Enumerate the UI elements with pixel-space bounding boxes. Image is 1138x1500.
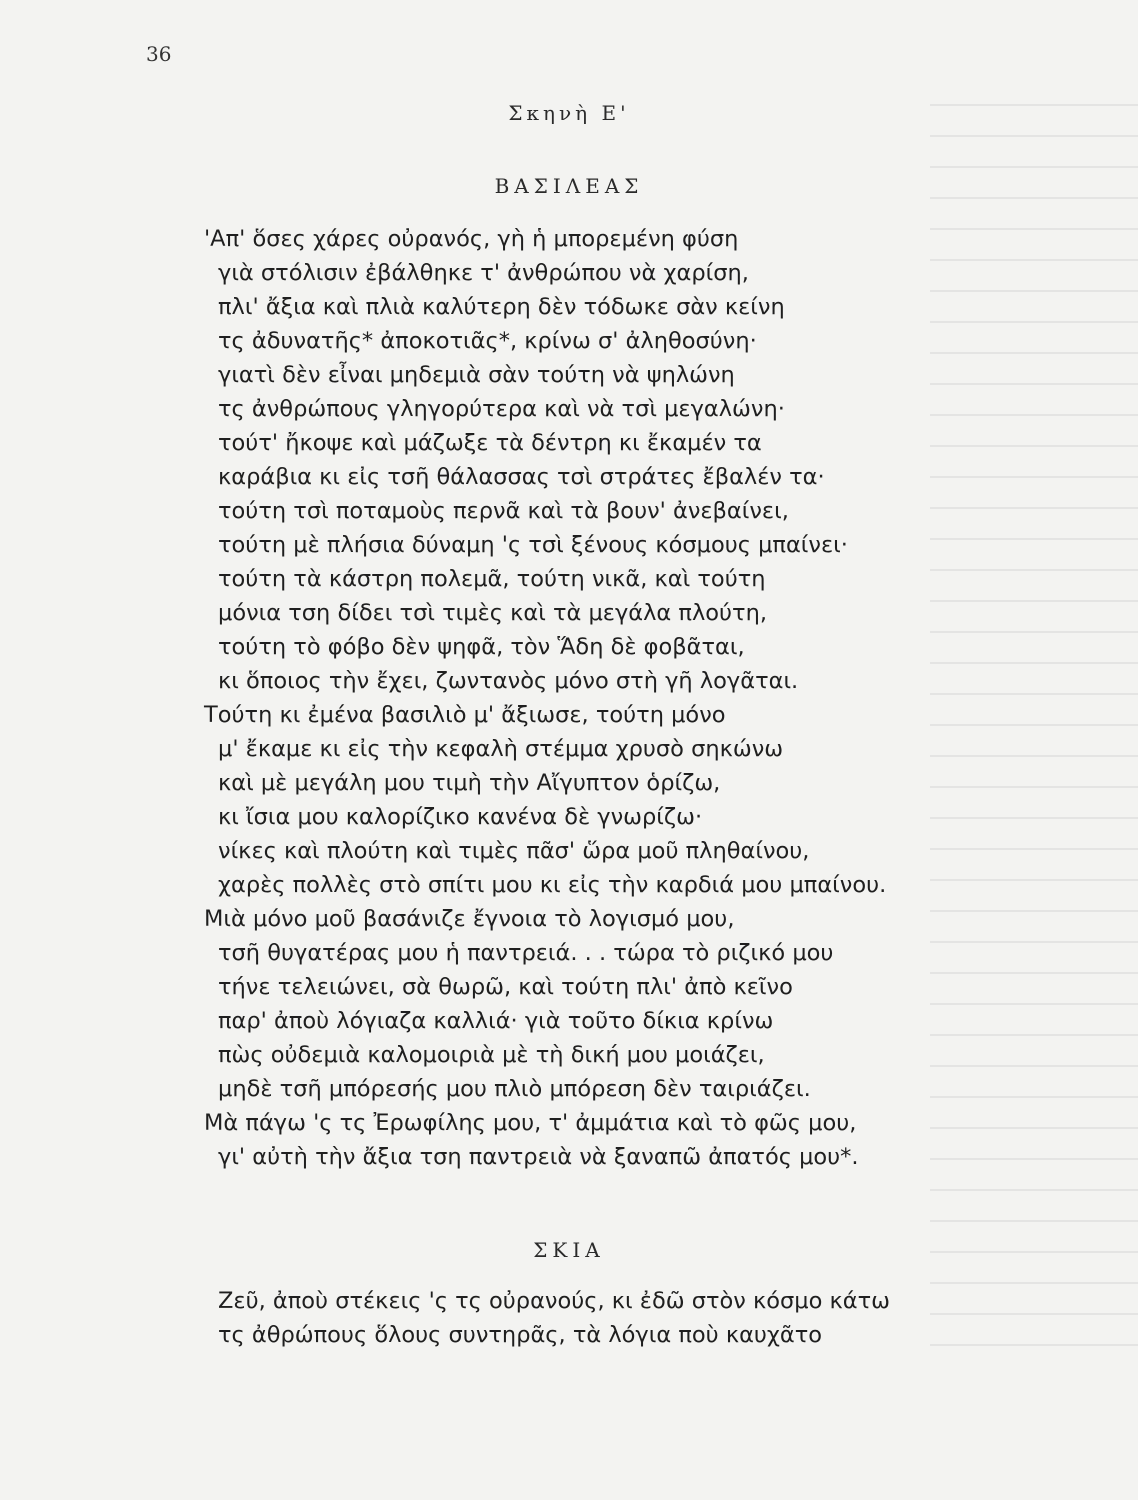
verse-line: χαρὲς πολλὲς στὸ σπίτι μου κι εἰς τὴν καρδιά μου μπαίνου. [218,872,887,898]
verse-line: τούτη τσὶ ποταμοὺς περνᾶ καὶ τὰ βουν' ἀνεβαίνει, [218,498,789,524]
verse-line: τς ἀθρώπους ὅλους συντηρᾶς, τὰ λόγια ποὺ καυχᾶτο [218,1322,823,1348]
verse-line: παρ' ἀποὺ λόγιαζα καλλιά· γιὰ τοῦτο δίκια κρίνω [218,1008,774,1034]
page-number: 36 [146,42,172,66]
verse-line: γιατὶ δὲν εἶναι μηδεμιὰ σὰν τούτη νὰ ψηλώνη [218,362,735,388]
verse-line: Ζεῦ, ἀποὺ στέκεις 'ς τς οὐρανούς, κι ἐδῶ στὸν κόσμο κάτω [218,1288,891,1314]
verse-line: Μιὰ μόνο μοῦ βασάνιζε ἔγνοια τὸ λογισμό μου, [204,906,735,932]
verse-line: κι ὅποιος τὴν ἔχει, ζωντανὸς μόνο στὴ γῆ λογᾶται. [218,668,799,694]
verse-line: καὶ μὲ μεγάλη μου τιμὴ τὴν Αἴγυπτον ὁρίζω, [218,770,721,796]
speaker-name: ΣΚΙΑ [533,1238,605,1262]
verse-line: τήνε τελειώνει, σὰ θωρῶ, καὶ τούτη πλι' ἀπὸ κεῖνο [218,974,793,1000]
verse-line: τσῆ θυγατέρας μου ἡ παντρειά. . . τώρα τὸ ριζικό μου [218,940,834,966]
scene-heading: Σκηνὴ Ε' [508,101,630,125]
verse-line: γιὰ στόλισιν ἐβάλθηκε τ' ἀνθρώπου νὰ χαρίση, [218,260,749,286]
verse-line: καράβια κι εἰς τσῆ θάλασσας τσὶ στράτες ἔβαλέν τα· [218,464,825,490]
verse-line: Μὰ πάγω 'ς τς Ἐρωφίλης μου, τ' ἀμμάτια καὶ τὸ φῶς μου, [204,1110,857,1136]
verse-line: μόνια τση δίδει τσὶ τιμὲς καὶ τὰ μεγάλα πλούτη, [218,600,768,626]
verse-line: γι' αὐτὴ τὴν ἄξια τση παντρειὰ νὰ ξαναπῶ ἀπατός μου*. [218,1144,859,1170]
verse-line: τούτη τὰ κάστρη πολεμᾶ, τούτη νικᾶ, καὶ τούτη [218,566,766,592]
show-through-text [930,90,1138,1370]
verse-line: τς ἀδυνατῆς* ἀποκοτιᾶς*, κρίνω σ' ἀληθοσύνη· [218,328,757,354]
verse-line: κι ἴσια μου καλορίζικο κανένα δὲ γνωρίζω· [218,804,703,830]
verse-line: μηδὲ τσῆ μπόρεσής μου πλιὸ μπόρεση δὲν ταιριάζει. [218,1076,811,1102]
verse-line: νίκες καὶ πλούτη καὶ τιμὲς πᾶσ' ὥρα μοῦ πληθαίνου, [218,838,810,864]
verse-line: Τούτη κι ἐμένα βασιλιὸ μ' ἄξιωσε, τούτη μόνο [204,702,726,728]
verse-line: πὼς οὐδεμιὰ καλομοιριὰ μὲ τὴ δική μου μοιάζει, [218,1042,765,1068]
verse-line: τούτη τὸ φόβο δὲν ψηφᾶ, τὸν Ἅδη δὲ φοβᾶται, [218,634,745,660]
verse-line: τούτη μὲ πλήσια δύναμη 'ς τσὶ ξένους κόσμους μπαίνει· [218,532,848,558]
verse-line: πλι' ἄξια καὶ πλιὰ καλύτερη δὲν τόδωκε σὰν κείνη [218,294,785,320]
speaker-name: ΒΑΣΙΛΕΑΣ [494,174,644,198]
verse-line: 'Απ' ὅσες χάρες οὐρανός, γὴ ἡ μπορεμένη φύση [204,226,739,252]
verse-line: μ' ἔκαμε κι εἰς τὴν κεφαλὴ στέμμα χρυσὸ σηκώνω [218,736,784,762]
verse-line: τούτ' ἤκοψε καὶ μάζωξε τὰ δέντρη κι ἔκαμέν τα [218,430,762,456]
verse-line: τς ἀνθρώπους γληγορύτερα καὶ νὰ τσὶ μεγαλώνη· [218,396,785,422]
